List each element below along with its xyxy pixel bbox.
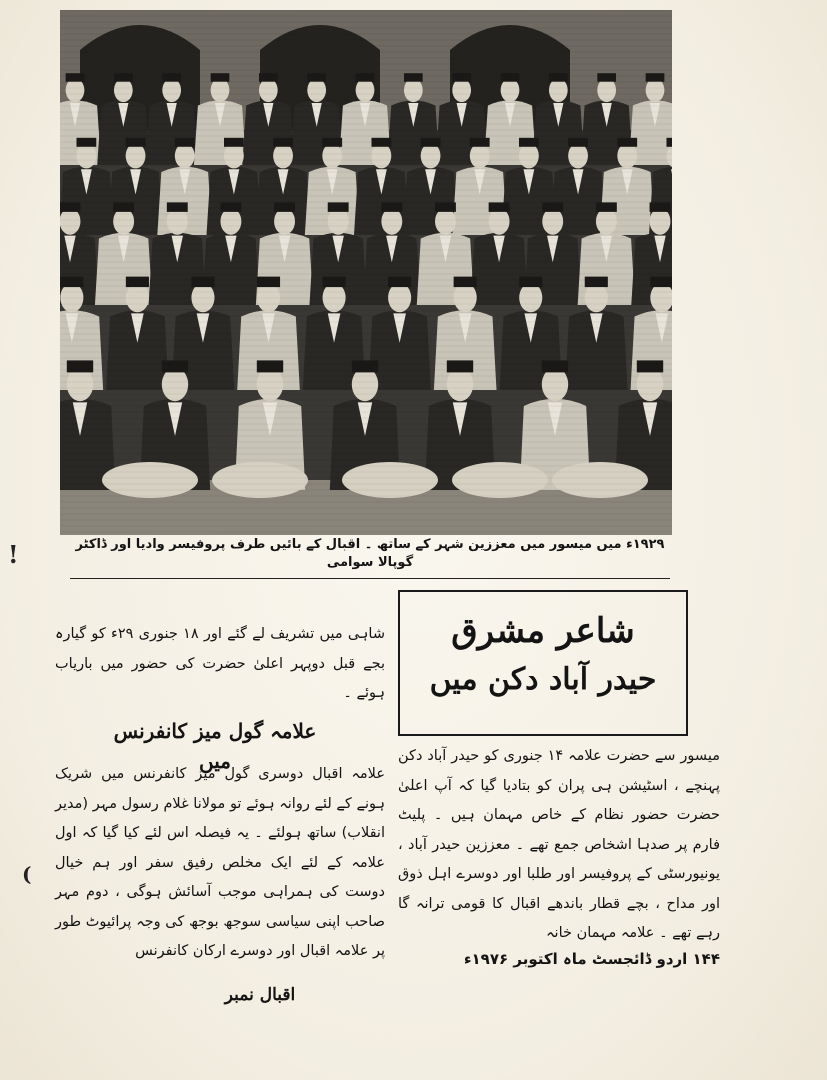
page-footer-right: ۱۴۴ اردو ڈائجسٹ ماہ اکتوبر ۱۹۷۶ء xyxy=(463,950,720,968)
article-title-line2: حیدر آباد دکن میں xyxy=(429,662,657,697)
left-column-body xyxy=(55,760,385,967)
margin-mark-left: ! xyxy=(8,540,19,569)
page-footer-left: اقبال نمبر xyxy=(224,985,296,1005)
article-title-line1: شاعر مشرق xyxy=(451,611,635,651)
photo-caption: ۱۹۲۹ء میں میسور میں معززین شہر کے ساتھ ۔ اقبال کے بائیں طرف پروفیسر وادیا اور ڈاکٹر گوپالا سوامی xyxy=(70,536,670,579)
left-body-paragraph: علامہ اقبال دوسری گول میز کانفرنس میں شریک ہونے کے لئے روانہ ہوئے تو مولانا غلام رسول مہر (مدیر انقلاب) ساتھ ہولئے ۔ یہ فیصلہ اس لئے کیا گیا کہ اول علامہ کے لئے ایک مخلص رفیق سفر اور ہم خیال دوست کی ہمراہی موجب آسائش ہوگی ، دوم مہر صاحب اپنی سیاسی سوجھ بوجھ کی وجہ پرائیوٹ طور پر علامہ اقبال اور دوسرے ارکان کانفرنس xyxy=(55,766,385,959)
article-title-box xyxy=(398,590,688,736)
group-photo-image xyxy=(60,10,672,535)
right-body-paragraph: میسور سے حضرت علامہ ۱۴ جنوری کو حیدر آباد دکن پہنچے ، اسٹیشن ہی پران کو بتادیا گیا کہ آپ اعلیٰ حضرت حضور نظام کے خاص مہمان ہیں ۔ پلیٹ فارم پر صدہا اشخاص جمع تھے ۔ معززین حیدر آباد ، یونیورسٹی کے پروفیسر اور طلبا اور دوسرے اہل ذوق اور مداح ، بچے قطار باندھے اقبال کا قومی ترانہ گا رہے تھے ۔ علامہ مہمان خانہ xyxy=(398,748,720,941)
left-column-top xyxy=(55,620,385,709)
section-heading: علامہ گول میز کانفرنس میں xyxy=(113,719,317,773)
left-top-paragraph: شاہی میں تشریف لے گئے اور ۱۸ جنوری ۲۹ء کو گیارہ بجے قبل دوپہر اعلیٰ حضرت کی حضور میں باریاب ہوئے ۔ xyxy=(55,626,385,701)
right-column-body xyxy=(398,742,720,949)
group-photo xyxy=(60,10,672,535)
margin-mark-bracket: ( xyxy=(22,862,32,886)
